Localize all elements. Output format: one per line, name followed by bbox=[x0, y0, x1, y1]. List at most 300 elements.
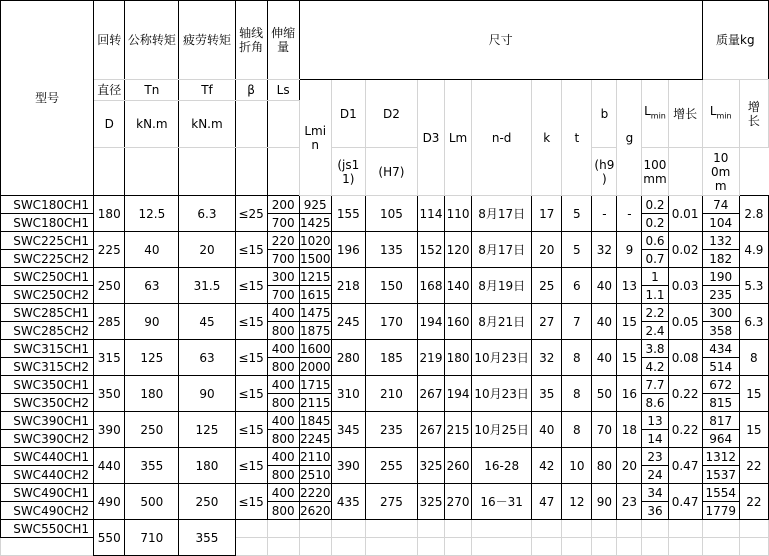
fat-torque-cell: 355 bbox=[179, 520, 235, 556]
k-cell: 42 bbox=[532, 448, 562, 484]
d2-cell: 255 bbox=[365, 448, 417, 484]
g-cell: 18 bbox=[617, 412, 642, 448]
rot-dia-cell: 250 bbox=[94, 268, 125, 304]
lmin-cell: 1500 bbox=[299, 251, 331, 266]
mass-inc-cell: 4.9 bbox=[739, 232, 768, 268]
header-lmin: Lmi n bbox=[299, 80, 331, 196]
stretch-cell: 800 bbox=[267, 430, 299, 448]
model-cell: SWC285CH2 bbox=[1, 322, 94, 340]
mass-cell: 815 bbox=[702, 394, 739, 412]
angle-cell: ≤15 bbox=[235, 412, 267, 448]
nom-torque-cell: 63 bbox=[125, 268, 179, 304]
d3-cell: 325 bbox=[417, 448, 444, 484]
nom-torque-cell: 250 bbox=[125, 412, 179, 448]
angle-cell: ≤15 bbox=[235, 484, 267, 520]
inertia-cell: 8.6 bbox=[642, 394, 668, 412]
stretch-cell: 700 bbox=[267, 286, 299, 304]
inertia-cell: 1 bbox=[642, 268, 668, 286]
header-t: t bbox=[562, 80, 592, 196]
model-cell: SWC350CH1 bbox=[1, 376, 94, 394]
empty-cell bbox=[365, 538, 417, 556]
table-row bbox=[1, 448, 769, 466]
empty-cell bbox=[668, 538, 702, 556]
header-rot-dia-4 bbox=[94, 148, 125, 196]
inertia-inc-cell: 0.08 bbox=[668, 340, 702, 376]
lm-cell: 215 bbox=[445, 412, 472, 448]
model-cell: SWC490CH1 bbox=[1, 484, 94, 502]
mass-cell: 1312 bbox=[702, 448, 739, 466]
d1-cell: 218 bbox=[331, 268, 365, 304]
stretch-cell: 800 bbox=[267, 466, 299, 484]
inertia-cell: 0.6 bbox=[642, 232, 668, 250]
inertia-cell: 3.8 bbox=[642, 340, 668, 358]
inertia-inc-cell: 0.03 bbox=[668, 268, 702, 304]
lm-cell: 140 bbox=[445, 268, 472, 304]
stretch-cell: 800 bbox=[267, 394, 299, 412]
empty-cell bbox=[532, 538, 562, 556]
mass-cell: 817 bbox=[702, 412, 739, 430]
d1-cell: 245 bbox=[331, 304, 365, 340]
header-d3: D3 bbox=[417, 80, 444, 196]
model-cell-blank bbox=[1, 538, 94, 556]
rot-dia-cell: 225 bbox=[94, 232, 125, 268]
header-inertia-l bbox=[642, 80, 668, 148]
lm-cell: 180 bbox=[445, 340, 472, 376]
inertia-cell: 34 bbox=[642, 484, 668, 502]
lmin-cell: 2110 bbox=[299, 449, 331, 464]
header-rot-dia-1: 回转 bbox=[94, 1, 125, 80]
header-rot-dia-2: 直径 bbox=[94, 80, 125, 101]
header-lm: Lm bbox=[445, 80, 472, 196]
nd-cell: 16－31 bbox=[472, 484, 532, 520]
header-inertia-inc-unit: 100 mm bbox=[642, 148, 668, 196]
d1-cell: 345 bbox=[331, 412, 365, 448]
d1-cell: 155 bbox=[331, 196, 365, 232]
empty-cell bbox=[702, 538, 739, 556]
header-d2: D2 bbox=[365, 80, 417, 148]
lmin-cell: 2220 bbox=[299, 485, 331, 500]
model-cell: SWC250CH2 bbox=[1, 286, 94, 304]
fat-torque-cell: 6.3 bbox=[179, 196, 235, 232]
nd-cell: 8月17日 bbox=[472, 196, 532, 232]
d1-cell: 310 bbox=[331, 376, 365, 412]
rot-dia-cell: 285 bbox=[94, 304, 125, 340]
header-dims: 尺寸 bbox=[299, 1, 702, 80]
header-model: 型号 bbox=[1, 1, 94, 196]
nom-torque-cell: 710 bbox=[125, 520, 179, 556]
t-cell: 8 bbox=[562, 376, 592, 412]
lm-cell: 270 bbox=[445, 484, 472, 520]
g-cell: 9 bbox=[617, 232, 642, 268]
header-fat-torque-1: 疲劳转矩 bbox=[179, 1, 235, 80]
k-cell: 40 bbox=[532, 412, 562, 448]
t-cell: 10 bbox=[562, 448, 592, 484]
header-mass-l-blank bbox=[668, 148, 702, 196]
k-cell: 20 bbox=[532, 232, 562, 268]
mass-inc-cell: 2.8 bbox=[739, 196, 768, 232]
inertia-cell: 24 bbox=[642, 466, 668, 484]
nd-cell: 8月17日 bbox=[472, 232, 532, 268]
model-cell: SWC180CH1 bbox=[1, 196, 94, 214]
empty-cell bbox=[445, 538, 472, 556]
lmin-cell: 2115 bbox=[299, 395, 331, 410]
header-inertia-l-sub: min bbox=[650, 111, 666, 121]
t-cell: 12 bbox=[562, 484, 592, 520]
model-cell: SWC285CH1 bbox=[1, 304, 94, 322]
empty-cell bbox=[267, 520, 299, 538]
k-cell: 25 bbox=[532, 268, 562, 304]
header-rot-dia-3: D bbox=[94, 101, 125, 148]
fat-torque-cell: 31.5 bbox=[179, 268, 235, 304]
d1-cell: 390 bbox=[331, 448, 365, 484]
table-row bbox=[1, 376, 769, 394]
lmin-cell: 1875 bbox=[299, 323, 331, 338]
header-fat-torque-2: Tf bbox=[179, 80, 235, 101]
table-row bbox=[1, 232, 769, 250]
inertia-inc-cell: 0.47 bbox=[668, 484, 702, 520]
d1-cell: 280 bbox=[331, 340, 365, 376]
mass-cell: 190 bbox=[702, 268, 739, 286]
empty-cell bbox=[562, 520, 592, 538]
table-row bbox=[1, 268, 769, 286]
header-inertia-inc: 增长 bbox=[668, 80, 702, 148]
header-mass-inc-unit: 10 0m m bbox=[702, 148, 739, 196]
nd-cell: 8月19日 bbox=[472, 268, 532, 304]
empty-cell bbox=[235, 520, 267, 538]
d1-cell: 435 bbox=[331, 484, 365, 520]
stretch-cell: 400 bbox=[267, 304, 299, 322]
g-cell: 16 bbox=[617, 376, 642, 412]
rot-dia-cell: 390 bbox=[94, 412, 125, 448]
nd-cell: 8月21日 bbox=[472, 304, 532, 340]
header-mass-l-sub: min bbox=[716, 111, 732, 121]
empty-cell bbox=[739, 538, 768, 556]
fat-torque-cell: 45 bbox=[179, 304, 235, 340]
mass-inc-cell: 6.3 bbox=[739, 304, 768, 340]
header-mass: 质量kg bbox=[702, 1, 768, 80]
stretch-cell: 800 bbox=[267, 358, 299, 376]
lm-cell: 160 bbox=[445, 304, 472, 340]
fat-torque-cell: 63 bbox=[179, 340, 235, 376]
empty-cell bbox=[445, 520, 472, 538]
g-cell: - bbox=[617, 196, 642, 232]
empty-cell bbox=[617, 538, 642, 556]
b-cell: 50 bbox=[592, 376, 617, 412]
nom-torque-cell: 180 bbox=[125, 376, 179, 412]
model-cell: SWC180CH1 bbox=[1, 214, 94, 232]
model-cell: SWC350CH2 bbox=[1, 394, 94, 412]
table-row bbox=[1, 304, 769, 322]
d2-cell: 135 bbox=[365, 232, 417, 268]
mass-cell: 1537 bbox=[702, 466, 739, 484]
header-g: g bbox=[617, 80, 642, 196]
model-cell: SWC390CH2 bbox=[1, 430, 94, 448]
d2-cell: 150 bbox=[365, 268, 417, 304]
d2-cell: 170 bbox=[365, 304, 417, 340]
t-cell: 5 bbox=[562, 196, 592, 232]
angle-cell: ≤15 bbox=[235, 448, 267, 484]
angle-cell: ≤15 bbox=[235, 340, 267, 376]
lmin-cell: 1475 bbox=[299, 305, 331, 320]
t-cell: 6 bbox=[562, 268, 592, 304]
header-d1: D1 bbox=[331, 80, 365, 148]
mass-cell: 235 bbox=[702, 286, 739, 304]
empty-cell bbox=[472, 538, 532, 556]
stretch-cell: 700 bbox=[267, 250, 299, 268]
fat-torque-cell: 90 bbox=[179, 376, 235, 412]
header-mass-inc: 增 长 bbox=[739, 80, 768, 148]
lmin-cell: 925 bbox=[299, 196, 331, 214]
empty-cell bbox=[532, 520, 562, 538]
k-cell: 47 bbox=[532, 484, 562, 520]
empty-cell bbox=[739, 520, 768, 538]
stretch-cell: 400 bbox=[267, 484, 299, 502]
nd-cell: 10月25日 bbox=[472, 412, 532, 448]
header-fat-torque-4 bbox=[179, 148, 235, 196]
header-stretch-2: Ls bbox=[267, 80, 299, 101]
k-cell: 27 bbox=[532, 304, 562, 340]
header-nom-torque-4 bbox=[125, 148, 179, 196]
lmin-cell: 2510 bbox=[299, 467, 331, 482]
model-cell: SWC490CH2 bbox=[1, 502, 94, 520]
b-cell: 40 bbox=[592, 340, 617, 376]
stretch-cell: 400 bbox=[267, 412, 299, 430]
d3-cell: 152 bbox=[417, 232, 444, 268]
empty-cell bbox=[702, 520, 739, 538]
header-stretch-1: 伸缩 量 bbox=[267, 1, 299, 80]
inertia-inc-cell: 0.22 bbox=[668, 376, 702, 412]
lmin-cell: 2000 bbox=[299, 359, 331, 374]
mass-cell: 434 bbox=[702, 340, 739, 358]
d2-cell: 235 bbox=[365, 412, 417, 448]
g-cell: 13 bbox=[617, 268, 642, 304]
d3-cell: 267 bbox=[417, 412, 444, 448]
lmin-cell: 2245 bbox=[299, 431, 331, 446]
lmin-cell: 1600 bbox=[299, 341, 331, 356]
lm-cell: 194 bbox=[445, 376, 472, 412]
header-nd: n-d bbox=[472, 80, 532, 196]
model-cell: SWC440CH1 bbox=[1, 448, 94, 466]
model-cell: SWC390CH1 bbox=[1, 412, 94, 430]
empty-cell bbox=[417, 520, 444, 538]
empty-cell bbox=[299, 520, 331, 538]
empty-cell bbox=[642, 520, 668, 538]
header-angle-3 bbox=[235, 101, 267, 148]
header-nom-torque-3: kN.m bbox=[125, 101, 179, 148]
inertia-cell: 1.1 bbox=[642, 286, 668, 304]
lmin-cell: 1020 bbox=[299, 233, 331, 248]
inertia-cell: 7.7 bbox=[642, 376, 668, 394]
model-cell: SWC440CH2 bbox=[1, 466, 94, 484]
stretch-cell: 300 bbox=[267, 268, 299, 286]
header-mass-l-text: L bbox=[709, 103, 717, 118]
inertia-cell: 23 bbox=[642, 448, 668, 466]
inertia-cell: 4.2 bbox=[642, 358, 668, 376]
header-nom-torque-2: Tn bbox=[125, 80, 179, 101]
nd-cell: 10月23日 bbox=[472, 376, 532, 412]
mass-inc-cell: 15 bbox=[739, 376, 768, 412]
mass-cell: 514 bbox=[702, 358, 739, 376]
nom-torque-cell: 12.5 bbox=[125, 196, 179, 232]
empty-cell bbox=[299, 538, 331, 556]
model-cell: SWC550CH1 bbox=[1, 520, 94, 538]
empty-cell bbox=[331, 538, 365, 556]
rot-dia-cell: 315 bbox=[94, 340, 125, 376]
g-cell: 15 bbox=[617, 304, 642, 340]
t-cell: 7 bbox=[562, 304, 592, 340]
model-cell: SWC250CH1 bbox=[1, 268, 94, 286]
k-cell: 32 bbox=[532, 340, 562, 376]
rot-dia-cell: 350 bbox=[94, 376, 125, 412]
inertia-inc-cell: 0.02 bbox=[668, 232, 702, 268]
header-angle-2: β bbox=[235, 80, 267, 101]
b-cell: 80 bbox=[592, 448, 617, 484]
d2-cell: 210 bbox=[365, 376, 417, 412]
lm-cell: 110 bbox=[445, 196, 472, 232]
angle-cell: ≤15 bbox=[235, 232, 267, 268]
mass-cell: 132 bbox=[702, 232, 739, 250]
empty-cell bbox=[562, 538, 592, 556]
header-d1-tol: (js1 1) bbox=[331, 148, 365, 196]
header-b: b bbox=[592, 80, 617, 148]
header-d2-tol: (H7) bbox=[365, 148, 417, 196]
angle-cell: ≤15 bbox=[235, 268, 267, 304]
nom-torque-cell: 40 bbox=[125, 232, 179, 268]
inertia-cell: 0.7 bbox=[642, 250, 668, 268]
stretch-cell: 800 bbox=[267, 502, 299, 520]
mass-cell: 1779 bbox=[702, 502, 739, 520]
b-cell: 90 bbox=[592, 484, 617, 520]
header-stretch-3 bbox=[267, 101, 299, 148]
empty-cell bbox=[235, 538, 267, 556]
b-cell: - bbox=[592, 196, 617, 232]
nom-torque-cell: 355 bbox=[125, 448, 179, 484]
stretch-cell: 220 bbox=[267, 232, 299, 250]
b-cell: 32 bbox=[592, 232, 617, 268]
table-row bbox=[1, 520, 769, 538]
mass-cell: 358 bbox=[702, 322, 739, 340]
inertia-cell: 0.2 bbox=[642, 214, 668, 232]
header-stretch-4 bbox=[267, 148, 299, 196]
mass-cell: 74 bbox=[702, 196, 739, 214]
d1-cell: 196 bbox=[331, 232, 365, 268]
model-cell: SWC315CH2 bbox=[1, 358, 94, 376]
lmin-cell: 1615 bbox=[299, 287, 331, 302]
inertia-cell: 2.4 bbox=[642, 322, 668, 340]
empty-cell bbox=[642, 538, 668, 556]
table-row bbox=[1, 484, 769, 502]
stretch-cell: 200 bbox=[267, 196, 299, 214]
inertia-inc-cell: 0.22 bbox=[668, 412, 702, 448]
d3-cell: 219 bbox=[417, 340, 444, 376]
mass-inc-cell: 5.3 bbox=[739, 268, 768, 304]
fat-torque-cell: 125 bbox=[179, 412, 235, 448]
table-row bbox=[1, 412, 769, 430]
k-cell: 35 bbox=[532, 376, 562, 412]
stretch-cell: 700 bbox=[267, 214, 299, 232]
stretch-cell: 400 bbox=[267, 448, 299, 466]
d3-cell: 168 bbox=[417, 268, 444, 304]
lmin-cell: 1425 bbox=[299, 215, 331, 230]
mass-cell: 964 bbox=[702, 430, 739, 448]
mass-inc-cell: 22 bbox=[739, 448, 768, 484]
empty-cell bbox=[331, 520, 365, 538]
d3-cell: 267 bbox=[417, 376, 444, 412]
nd-cell: 10月23日 bbox=[472, 340, 532, 376]
table-row bbox=[1, 340, 769, 358]
empty-cell bbox=[668, 520, 702, 538]
lm-cell: 260 bbox=[445, 448, 472, 484]
inertia-cell: 14 bbox=[642, 430, 668, 448]
empty-cell bbox=[617, 520, 642, 538]
inertia-cell: 0.2 bbox=[642, 196, 668, 214]
b-cell: 70 bbox=[592, 412, 617, 448]
nom-torque-cell: 500 bbox=[125, 484, 179, 520]
model-cell: SWC315CH1 bbox=[1, 340, 94, 358]
stretch-cell: 400 bbox=[267, 340, 299, 358]
model-cell: SWC225CH2 bbox=[1, 250, 94, 268]
empty-cell bbox=[592, 538, 617, 556]
nom-torque-cell: 90 bbox=[125, 304, 179, 340]
stretch-cell: 800 bbox=[267, 322, 299, 340]
inertia-inc-cell: 0.47 bbox=[668, 448, 702, 484]
stretch-cell: 400 bbox=[267, 376, 299, 394]
lmin-cell: 2620 bbox=[299, 503, 331, 518]
d3-cell: 194 bbox=[417, 304, 444, 340]
g-cell: 23 bbox=[617, 484, 642, 520]
d3-cell: 325 bbox=[417, 484, 444, 520]
angle-cell: ≤15 bbox=[235, 376, 267, 412]
model-cell: SWC225CH1 bbox=[1, 232, 94, 250]
d2-cell: 105 bbox=[365, 196, 417, 232]
rot-dia-cell: 180 bbox=[94, 196, 125, 232]
angle-cell: ≤25 bbox=[235, 196, 267, 232]
inertia-inc-cell: 0.01 bbox=[668, 196, 702, 232]
inertia-inc-cell: 0.05 bbox=[668, 304, 702, 340]
fat-torque-cell: 20 bbox=[179, 232, 235, 268]
header-angle-4 bbox=[235, 148, 267, 196]
lmin-cell: 1715 bbox=[299, 377, 331, 392]
header-mass-l bbox=[702, 80, 739, 148]
empty-cell bbox=[365, 520, 417, 538]
mass-inc-cell: 8 bbox=[739, 340, 768, 376]
empty-cell bbox=[417, 538, 444, 556]
k-cell: 17 bbox=[532, 196, 562, 232]
inertia-cell: 36 bbox=[642, 502, 668, 520]
empty-cell bbox=[267, 538, 299, 556]
inertia-cell: 13 bbox=[642, 412, 668, 430]
header-b-tol: (h9 ) bbox=[592, 148, 617, 196]
header-k: k bbox=[532, 80, 562, 196]
nd-cell: 16-28 bbox=[472, 448, 532, 484]
inertia-cell: 2.2 bbox=[642, 304, 668, 322]
lmin-cell: 1845 bbox=[299, 413, 331, 428]
empty-cell bbox=[592, 520, 617, 538]
header-inertia-l-text: L bbox=[644, 103, 651, 118]
lm-cell: 120 bbox=[445, 232, 472, 268]
mass-cell: 182 bbox=[702, 250, 739, 268]
nom-torque-cell: 125 bbox=[125, 340, 179, 376]
rot-dia-cell: 550 bbox=[94, 520, 125, 556]
t-cell: 8 bbox=[562, 340, 592, 376]
d2-cell: 275 bbox=[365, 484, 417, 520]
fat-torque-cell: 250 bbox=[179, 484, 235, 520]
mass-cell: 104 bbox=[702, 214, 739, 232]
mass-cell: 300 bbox=[702, 304, 739, 322]
b-cell: 40 bbox=[592, 304, 617, 340]
mass-inc-cell: 15 bbox=[739, 412, 768, 448]
d2-cell: 185 bbox=[365, 340, 417, 376]
